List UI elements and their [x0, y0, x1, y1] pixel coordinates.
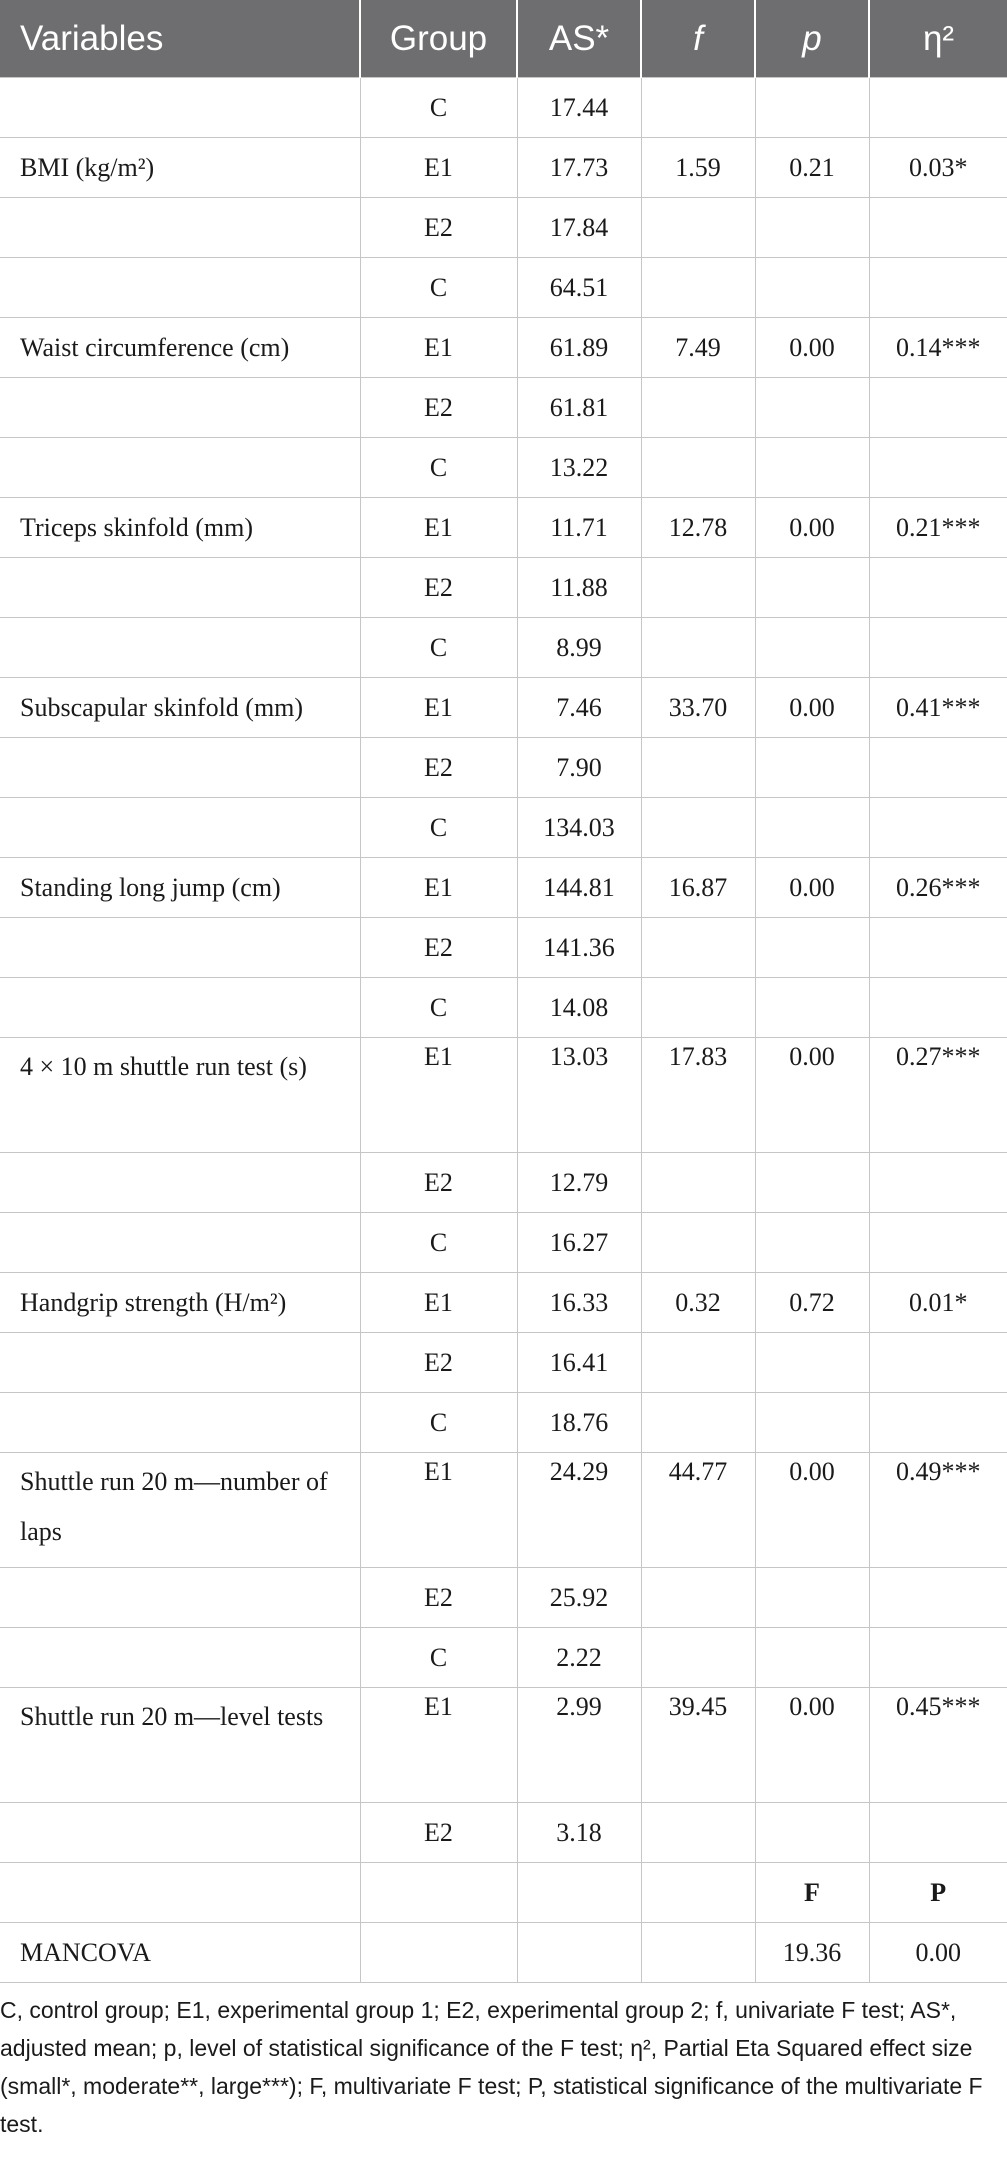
group-cell: E1 [360, 1688, 517, 1803]
group-cell: E2 [360, 918, 517, 978]
table-row [0, 798, 1007, 858]
table-header-row [0, 0, 1007, 78]
table-row [0, 1153, 1007, 1213]
adjusted-mean-cell: 7.46 [517, 678, 641, 738]
table-row [0, 1038, 1007, 1153]
group-cell: E2 [360, 1568, 517, 1628]
adjusted-mean-cell: 13.03 [517, 1038, 641, 1153]
p-cell [755, 78, 869, 138]
table-row [0, 1803, 1007, 1863]
adjusted-mean-cell: 61.81 [517, 378, 641, 438]
eta-cell: 0.41*** [869, 678, 1007, 738]
eta-cell [869, 1568, 1007, 1628]
group-cell: C [360, 1213, 517, 1273]
group-cell [360, 1923, 517, 1983]
header-eta-squared: η² [869, 0, 1007, 78]
f-cell [641, 978, 755, 1038]
f-cell: 33.70 [641, 678, 755, 738]
variable-cell [0, 1628, 360, 1688]
table-row [0, 858, 1007, 918]
group-cell: E1 [360, 138, 517, 198]
adjusted-mean-cell: 16.41 [517, 1333, 641, 1393]
group-cell: C [360, 78, 517, 138]
eta-cell: 0.01* [869, 1273, 1007, 1333]
table-body [0, 78, 1007, 1983]
p-cell: 0.00 [755, 498, 869, 558]
f-cell [641, 1213, 755, 1273]
f-cell [641, 1393, 755, 1453]
p-cell: 0.72 [755, 1273, 869, 1333]
variable-cell [0, 1153, 360, 1213]
eta-cell [869, 558, 1007, 618]
f-cell [641, 198, 755, 258]
adjusted-mean-cell: 61.89 [517, 318, 641, 378]
variable-cell [0, 198, 360, 258]
table-footnote: C, control group; E1, experimental group 1; E2, experimental group 2; f, univariate F test; AS*, adjusted mean; p, level of statistical significance of the F test; η², Partial Eta Squared effect size (small*, moderate**, large***); F, multivariate F test; P, statistical significance of the multivariate F test. [0, 1997, 983, 2137]
eta-cell [869, 438, 1007, 498]
f-cell: 12.78 [641, 498, 755, 558]
f-cell [641, 258, 755, 318]
table-row [0, 318, 1007, 378]
adjusted-mean-cell: 17.73 [517, 138, 641, 198]
eta-cell [869, 198, 1007, 258]
eta-cell [869, 258, 1007, 318]
p-cell: 0.00 [755, 1038, 869, 1153]
header-adjusted-mean: AS* [517, 0, 641, 78]
p-cell [755, 1628, 869, 1688]
adjusted-mean-cell: 18.76 [517, 1393, 641, 1453]
p-cell [755, 798, 869, 858]
mancova-f-value: 19.36 [755, 1923, 869, 1983]
table-row [0, 1333, 1007, 1393]
adjusted-mean-cell: 12.79 [517, 1153, 641, 1213]
group-cell: E2 [360, 1333, 517, 1393]
f-cell [641, 1333, 755, 1393]
adjusted-mean-cell: 2.22 [517, 1628, 641, 1688]
group-cell: C [360, 258, 517, 318]
table-row [0, 258, 1007, 318]
variable-cell [0, 918, 360, 978]
p-cell [755, 618, 869, 678]
p-cell [755, 1333, 869, 1393]
group-cell: C [360, 618, 517, 678]
variable-cell: BMI (kg/m²) [0, 138, 360, 198]
variable-cell [0, 1863, 360, 1923]
group-cell: E2 [360, 198, 517, 258]
table-row [0, 1393, 1007, 1453]
adjusted-mean-cell: 3.18 [517, 1803, 641, 1863]
header-group: Group [360, 0, 517, 78]
variable-cell [0, 1803, 360, 1863]
variable-cell [0, 78, 360, 138]
adjusted-mean-cell: 134.03 [517, 798, 641, 858]
table-row [0, 1628, 1007, 1688]
f-cell [641, 1153, 755, 1213]
eta-cell: 0.03* [869, 138, 1007, 198]
f-cell [641, 918, 755, 978]
p-cell [755, 978, 869, 1038]
f-cell: 16.87 [641, 858, 755, 918]
variable-cell [0, 258, 360, 318]
group-cell: E1 [360, 1038, 517, 1153]
p-cell: 0.00 [755, 318, 869, 378]
eta-cell [869, 78, 1007, 138]
variable-cell [0, 1393, 360, 1453]
table-row [0, 438, 1007, 498]
variable-cell [0, 738, 360, 798]
f-cell: 1.59 [641, 138, 755, 198]
group-cell: E1 [360, 318, 517, 378]
p-cell [755, 1213, 869, 1273]
table-row [0, 198, 1007, 258]
mancova-row [0, 1923, 1007, 1983]
f-cell [641, 798, 755, 858]
adjusted-mean-cell: 17.44 [517, 78, 641, 138]
group-cell: E1 [360, 678, 517, 738]
mancova-header-f: F [755, 1863, 869, 1923]
p-cell: 0.21 [755, 138, 869, 198]
group-cell: E1 [360, 1453, 517, 1568]
group-cell: E2 [360, 1803, 517, 1863]
eta-cell [869, 1803, 1007, 1863]
mancova-p-value: 0.00 [869, 1923, 1007, 1983]
p-cell [755, 1803, 869, 1863]
variable-cell: Waist circumference (cm) [0, 318, 360, 378]
eta-cell [869, 978, 1007, 1038]
f-cell: 39.45 [641, 1688, 755, 1803]
eta-cell [869, 798, 1007, 858]
variable-cell: Standing long jump (cm) [0, 858, 360, 918]
table-row [0, 678, 1007, 738]
adjusted-mean-cell [517, 1923, 641, 1983]
header-f: f [641, 0, 755, 78]
adjusted-mean-cell: 141.36 [517, 918, 641, 978]
eta-cell: 0.21*** [869, 498, 1007, 558]
eta-cell: 0.14*** [869, 318, 1007, 378]
p-cell [755, 1568, 869, 1628]
table-row [0, 978, 1007, 1038]
eta-cell: 0.27*** [869, 1038, 1007, 1153]
group-cell: E1 [360, 858, 517, 918]
f-cell [641, 378, 755, 438]
adjusted-mean-cell [517, 1863, 641, 1923]
group-cell: E1 [360, 498, 517, 558]
table-row [0, 1568, 1007, 1628]
variable-cell: Handgrip strength (H/m²) [0, 1273, 360, 1333]
eta-cell [869, 1153, 1007, 1213]
eta-cell [869, 1628, 1007, 1688]
eta-cell [869, 918, 1007, 978]
p-cell [755, 378, 869, 438]
adjusted-mean-cell: 25.92 [517, 1568, 641, 1628]
mancova-label: MANCOVA [0, 1923, 360, 1983]
adjusted-mean-cell: 11.88 [517, 558, 641, 618]
adjusted-mean-cell: 16.27 [517, 1213, 641, 1273]
f-cell [641, 438, 755, 498]
header-p: p [755, 0, 869, 78]
p-cell: 0.00 [755, 1453, 869, 1568]
eta-cell [869, 1393, 1007, 1453]
adjusted-mean-cell: 13.22 [517, 438, 641, 498]
table-row [0, 1688, 1007, 1803]
p-cell [755, 738, 869, 798]
eta-cell: 0.49*** [869, 1453, 1007, 1568]
p-cell [755, 918, 869, 978]
table-row [0, 918, 1007, 978]
variable-cell: Shuttle run 20 m—level tests [0, 1688, 360, 1803]
variable-cell: 4 × 10 m shuttle run test (s) [0, 1038, 360, 1153]
f-cell [641, 1628, 755, 1688]
eta-cell: 0.26*** [869, 858, 1007, 918]
group-cell: E2 [360, 1153, 517, 1213]
variable-cell [0, 558, 360, 618]
f-cell: 7.49 [641, 318, 755, 378]
eta-cell [869, 1213, 1007, 1273]
table-row [0, 618, 1007, 678]
eta-cell: 0.45*** [869, 1688, 1007, 1803]
p-cell [755, 258, 869, 318]
f-cell [641, 1568, 755, 1628]
adjusted-mean-cell: 14.08 [517, 978, 641, 1038]
eta-cell [869, 618, 1007, 678]
variable-cell [0, 618, 360, 678]
adjusted-mean-cell: 7.90 [517, 738, 641, 798]
variable-cell: Shuttle run 20 m—number of laps [0, 1453, 360, 1568]
variable-cell [0, 1213, 360, 1273]
group-cell: C [360, 1628, 517, 1688]
f-cell [641, 1803, 755, 1863]
table-row [0, 78, 1007, 138]
f-cell: 17.83 [641, 1038, 755, 1153]
f-cell [641, 558, 755, 618]
p-cell: 0.00 [755, 1688, 869, 1803]
group-cell: E2 [360, 738, 517, 798]
eta-cell [869, 378, 1007, 438]
variable-cell [0, 978, 360, 1038]
table-row [0, 1213, 1007, 1273]
p-cell: 0.00 [755, 858, 869, 918]
adjusted-mean-cell: 2.99 [517, 1688, 641, 1803]
f-cell [641, 78, 755, 138]
adjusted-mean-cell: 64.51 [517, 258, 641, 318]
f-cell [641, 618, 755, 678]
adjusted-mean-cell: 144.81 [517, 858, 641, 918]
header-variables: Variables [0, 0, 360, 78]
variable-cell [0, 1568, 360, 1628]
eta-cell [869, 1333, 1007, 1393]
table-row [0, 558, 1007, 618]
group-cell: E2 [360, 558, 517, 618]
eta-cell [869, 738, 1007, 798]
p-cell [755, 1153, 869, 1213]
group-cell: C [360, 798, 517, 858]
p-cell [755, 1393, 869, 1453]
f-cell: 0.32 [641, 1273, 755, 1333]
f-cell [641, 1863, 755, 1923]
variable-cell [0, 798, 360, 858]
group-cell: E2 [360, 378, 517, 438]
p-cell [755, 438, 869, 498]
p-cell [755, 558, 869, 618]
adjusted-mean-cell: 11.71 [517, 498, 641, 558]
variable-cell: Subscapular skinfold (mm) [0, 678, 360, 738]
adjusted-mean-cell: 17.84 [517, 198, 641, 258]
variable-cell [0, 438, 360, 498]
adjusted-mean-cell: 24.29 [517, 1453, 641, 1568]
adjusted-mean-cell: 16.33 [517, 1273, 641, 1333]
mancova-header-row [0, 1863, 1007, 1923]
table-row [0, 1273, 1007, 1333]
group-cell [360, 1863, 517, 1923]
mancova-header-p: P [869, 1863, 1007, 1923]
group-cell: C [360, 1393, 517, 1453]
table-row [0, 1453, 1007, 1568]
p-cell [755, 198, 869, 258]
table-row [0, 378, 1007, 438]
f-cell [641, 1923, 755, 1983]
table-row [0, 138, 1007, 198]
table-row [0, 498, 1007, 558]
f-cell: 44.77 [641, 1453, 755, 1568]
variable-cell [0, 378, 360, 438]
variable-cell: Triceps skinfold (mm) [0, 498, 360, 558]
f-cell [641, 738, 755, 798]
group-cell: C [360, 978, 517, 1038]
group-cell: E1 [360, 1273, 517, 1333]
group-cell: C [360, 438, 517, 498]
p-cell: 0.00 [755, 678, 869, 738]
table-row [0, 738, 1007, 798]
variable-cell [0, 1333, 360, 1393]
adjusted-mean-cell: 8.99 [517, 618, 641, 678]
